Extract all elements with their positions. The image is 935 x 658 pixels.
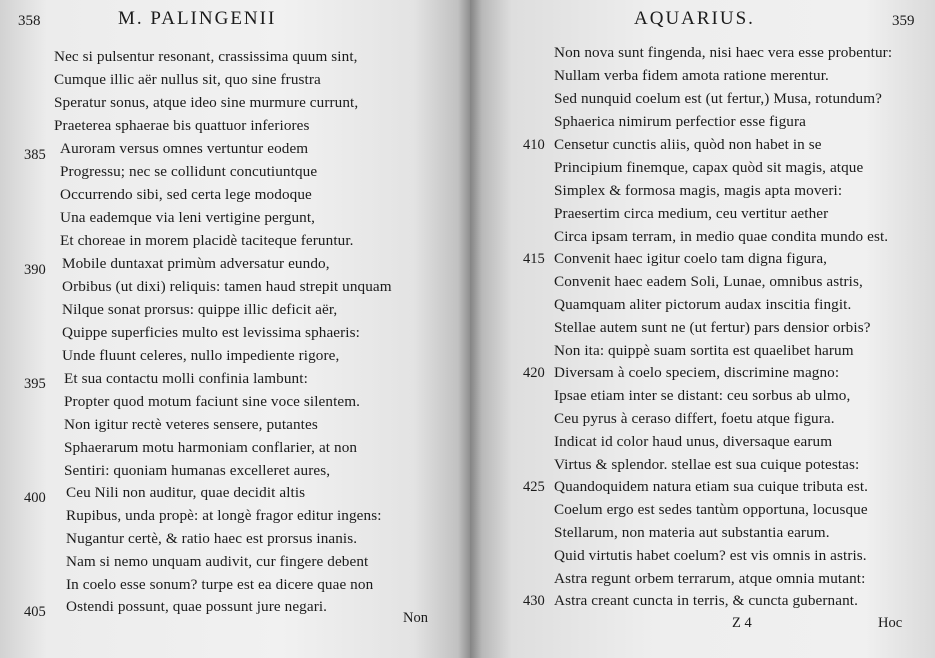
verse-line: Cumque illic aër nullus sit, quo sine frustra: [54, 71, 321, 88]
line-number: 420: [523, 365, 545, 381]
verse-line: Nam si nemo unquam audivit, cur fingere debent: [66, 553, 369, 570]
catchword: Non: [403, 610, 428, 626]
verse-line: Quamquam aliter pictorum audax inscitia fingit.: [554, 296, 852, 313]
page-number: 359: [892, 13, 915, 29]
verse-line: Non ita: quippè suam sortita est quaelibet harum: [554, 342, 854, 359]
verse-line: Ceu Nili non auditur, quae decidit altis: [66, 484, 306, 501]
verse-line: Ipsae etiam inter se distant: ceu sorbus ab ulmo,: [554, 387, 851, 404]
verse-line: In coelo esse sonum? turpe est ea dicere quae non: [66, 576, 374, 593]
verse-line: Speratur sonus, atque ideo sine murmure currunt,: [54, 94, 359, 111]
verse-line: Orbibus (ut dixi) reliquis: tamen haud strepit unquam: [62, 278, 392, 295]
verse-line: Praeterea sphaerae bis quattuor inferiores: [54, 117, 310, 134]
line-number: 425: [523, 479, 545, 495]
verse-line: Diversam à coelo speciem, discrimine magno:: [554, 364, 840, 381]
verse-line: Praesertim circa medium, ceu vertitur aether: [554, 205, 829, 222]
line-number: 430: [523, 593, 545, 609]
line-number: 400: [24, 490, 46, 506]
verse-line: Mobile duntaxat primùm adversatur eundo,: [62, 255, 330, 272]
verse-line: Convenit haec igitur coelo tam digna figura,: [554, 250, 828, 267]
verse-line: Astra creant cuncta in terris, & cuncta gubernant.: [554, 592, 858, 609]
verse-line: Auroram versus omnes vertuntur eodem: [60, 140, 309, 157]
verse-line: Stellarum, non materia aut substantia earum.: [554, 524, 830, 541]
verse-line: Indicat id color haud unus, diversaque earum: [554, 433, 833, 450]
verse-line: Quid virtutis habet coelum? est vis omnis in astris.: [554, 547, 867, 564]
verse-line: Astra regunt orbem terrarum, atque omnia mutant:: [554, 570, 866, 587]
verse-line: Unde fluunt celeres, nullo impediente rigore,: [62, 347, 340, 364]
line-number: 405: [24, 604, 46, 620]
line-number: 395: [24, 376, 46, 392]
verse-line: Et choreae in morem placidè taciteque feruntur.: [60, 232, 354, 249]
verse-line: Progressu; nec se collidunt concutiuntque: [60, 163, 318, 180]
verse-line: Propter quod motum faciunt sine voce silentem.: [64, 393, 361, 410]
verse-line: Principium finemque, capax quòd sit magis, atque: [554, 159, 864, 176]
verse-line: Coelum ergo est sedes tantùm opportuna, locusque: [554, 501, 868, 518]
signature-mark: Z 4: [732, 615, 752, 631]
verse-line: Sed nunquid coelum est (ut fertur,) Musa, rotundum?: [554, 90, 883, 107]
verse-line: Rupibus, unda propè: at longè fragor editur ingens:: [66, 507, 382, 524]
running-head: M. PALINGENII: [118, 8, 277, 29]
verse-line: Circa ipsam terram, in medio quae condita mundo est.: [554, 228, 889, 245]
catchword: Hoc: [878, 615, 903, 631]
right-page: [470, 0, 935, 658]
line-number: 390: [24, 262, 46, 278]
line-number: 385: [24, 147, 46, 163]
verse-line: Simplex & formosa magis, magis apta moveri:: [554, 182, 843, 199]
verse-line: Nugantur certè, & ratio haec est prorsus inanis.: [66, 530, 358, 547]
page-number: 358: [18, 13, 41, 29]
verse-line: Nec si pulsentur resonant, crassissima quum sint,: [54, 48, 358, 65]
verse-line: Sphaerica nimirum perfectior esse figura: [554, 113, 806, 130]
verse-line: Occurrendo sibi, sed certa lege modoque: [60, 186, 312, 203]
line-number: 415: [523, 251, 545, 267]
verse-line: Nilque sonat prorsus: quippe illic deficit aër,: [62, 301, 338, 318]
verse-line: Quandoquidem natura etiam sua cuique tributa est.: [554, 478, 869, 495]
verse-line: Virtus & splendor. stellae est sua cuique potestas:: [554, 456, 860, 473]
verse-line: Sphaerarum motu harmoniam conflarier, at non: [64, 439, 358, 456]
verse-line: Una eademque via leni vertigine pergunt,: [60, 209, 316, 226]
line-number: 410: [523, 137, 545, 153]
verse-line: Stellae autem sunt ne (ut fertur) pars densior orbis?: [554, 319, 871, 336]
verse-line: Et sua contactu molli confinia lambunt:: [64, 370, 308, 387]
verse-line: Nullam verba fidem amota ratione merentur.: [554, 67, 829, 84]
verse-line: Ceu pyrus à ceraso differt, foetu atque figura.: [554, 410, 835, 427]
verse-line: Non nova sunt fingenda, nisi haec vera esse probentur:: [554, 44, 893, 61]
verse-line: Convenit haec eadem Soli, Lunae, omnibus astris,: [554, 273, 863, 290]
running-head: AQUARIUS.: [634, 8, 755, 29]
verse-line: Non igitur rectè veteres sensere, putantes: [64, 416, 318, 433]
verse-line: Sentiri: quoniam humanas excelleret aures,: [64, 462, 331, 479]
verse-line: Censetur cunctis aliis, quòd non habet in se: [554, 136, 822, 153]
verse-line: Quippe superficies multo est levissima sphaeris:: [62, 324, 360, 341]
verse-line: Ostendi possunt, quae possunt jure negari.: [66, 598, 328, 615]
